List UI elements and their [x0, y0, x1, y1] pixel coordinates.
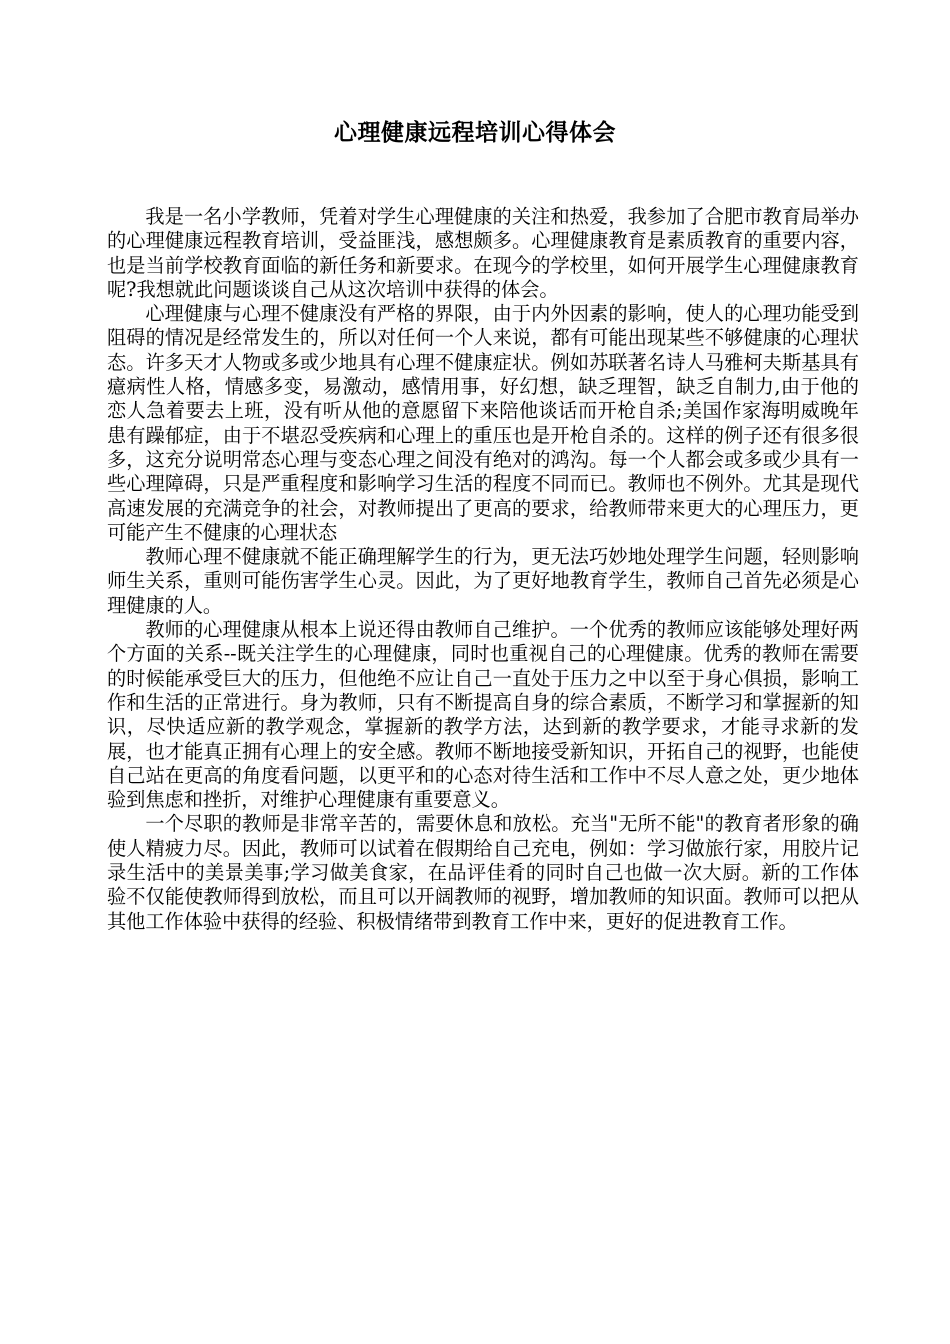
- paragraph-2: 心理健康与心理不健康没有严格的界限，由于内外因素的影响，使人的心理功能受到阻碍的情况是经常发生的，所以对任何一个人来说，都有可能出现某些不够健康的心理状态。许多天才人物或多或少地具有心理不健康症状。例如苏联著名诗人马雅柯夫斯基具有癔病性人格，情感多变，易激动，感情用事，好幻想，缺乏理智，缺乏自制力,由于他的恋人急着要去上班，没有听从他的意愿留下来陪他谈话而开枪自杀;美国作家海明威晚年患有躁郁症，由于不堪忍受疾病和心理上的重压也是开枪自杀的。这样的例子还有很多很多，这充分说明常态心理与变态心理之间没有绝对的鸿沟。每一个人都会或多或少具有一些心理障碍，只是严重程度和影响学习生活的程度不同而已。教师也不例外。尤其是现代高速发展的充满竞争的社会，对教师提出了更高的要求，给教师带来更大的心理压力，更可能产生不健康的心理状态: [107, 302, 859, 544]
- paragraph-4: 教师的心理健康从根本上说还得由教师自己维护。一个优秀的教师应该能够处理好两个方面的关系--既关注学生的心理健康，同时也重视自己的心理健康。优秀的教师在需要的时候能承受巨大的压力，但他绝不应让自己一直处于压力之中以至于身心俱损，影响工作和生活的正常进行。身为教师，只有不断提高自身的综合素质，不断学习和掌握新的知识，尽快适应新的教学观念，掌握新的教学方法，达到新的教学要求，才能寻求新的发展，也才能真正拥有心理上的安全感。教师不断地接受新知识，开拓自己的视野，也能使自己站在更高的角度看问题，以更平和的心态对待生活和工作中不尽人意之处，更少地体验到焦虑和挫折，对维护心理健康有重要意义。: [107, 618, 859, 812]
- paragraph-3: 教师心理不健康就不能正确理解学生的行为，更无法巧妙地处理学生问题，轻则影响师生关系，重则可能伤害学生心灵。因此，为了更好地教育学生，教师自己首先必须是心理健康的人。: [107, 545, 859, 617]
- paragraph-1: 我是一名小学教师，凭着对学生心理健康的关注和热爱，我参加了合肥市教育局举办的心理健康远程教育培训，受益匪浅，感想颇多。心理健康教育是素质教育的重要内容，也是当前学校教育面临的新任务和新要求。在现今的学校里，如何开展学生心理健康教育呢?我想就此问题谈谈自己从这次培训中获得的体会。: [107, 205, 859, 301]
- document-title: 心理健康远程培训心得体会: [334, 120, 616, 146]
- paragraph-5: 一个尽职的教师是非常辛苦的，需要休息和放松。充当"无所不能"的教育者形象的确使人精疲力尽。因此，教师可以试着在假期给自己充电，例如：学习做旅行家，用胶片记录生活中的美景美事;学习做美食家，在品评佳肴的同时自己也做一次大厨。新的工作体验不仅能使教师得到放松，而且可以开阔教师的视野，增加教师的知识面。教师可以把从其他工作体验中获得的经验、积极情绪带到教育工作中来，更好的促进教育工作。: [107, 812, 859, 933]
- document-body: [107, 205, 859, 934]
